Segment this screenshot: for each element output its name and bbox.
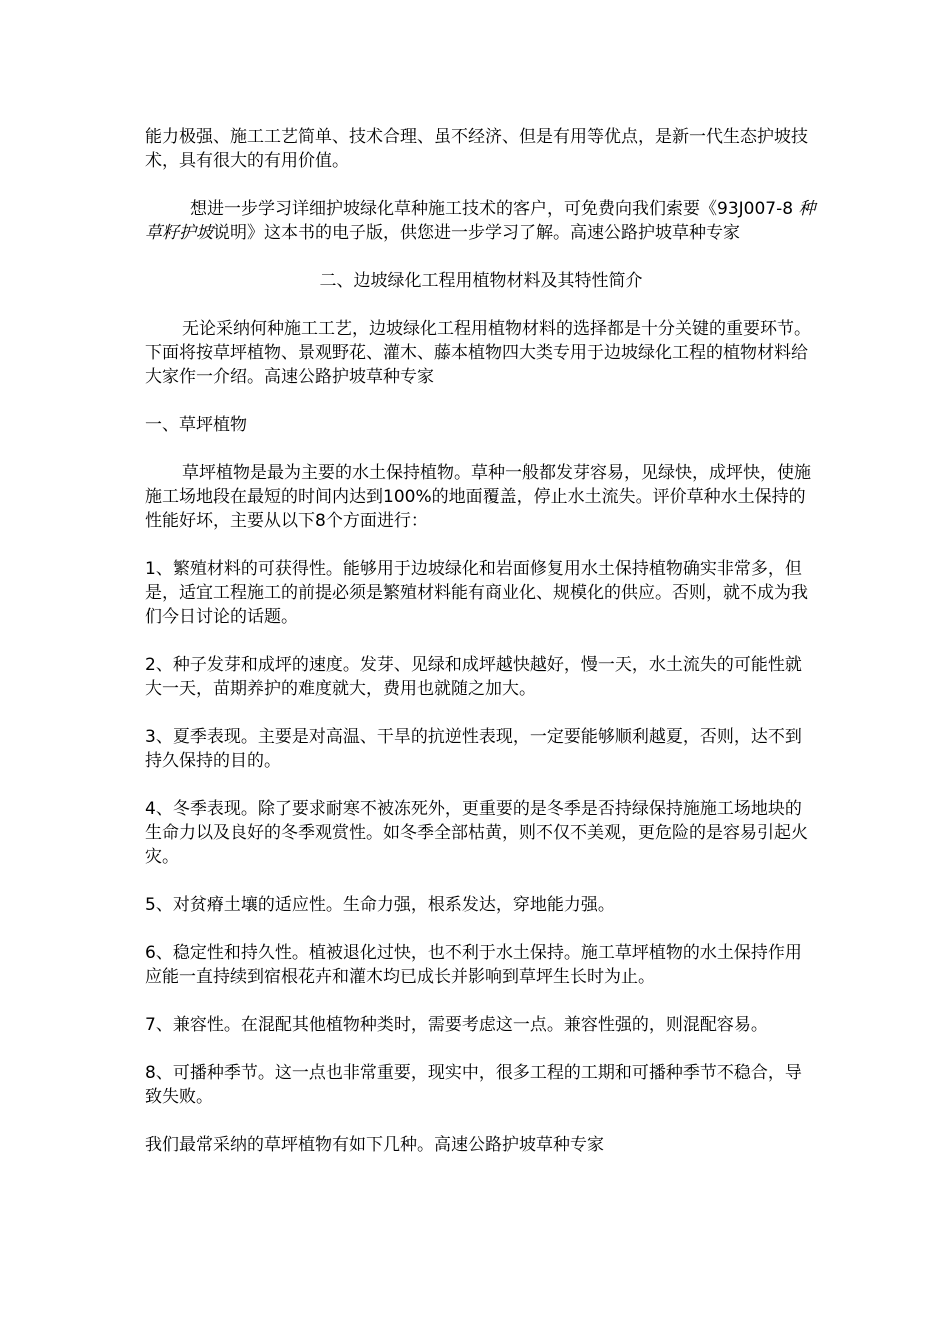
list-item-4: 4、冬季表现。除了要求耐寒不被冻死外，更重要的是冬季是否持绿保持施施工场地块的生命力以及良好的冬季观赏性。如冬季全部枯黄，则不仅不美观，更危险的是容易引起火灾。 xyxy=(145,799,808,867)
list-item-5: 5、对贫瘠土壤的适应性。生命力强，根系发达，穿地能力强。 xyxy=(145,895,615,915)
document-page xyxy=(145,125,817,1181)
list-item-6: 6、稳定性和持久性。植被退化过快，也不利于水土保持。施工草坪植物的水土保持作用应能一直持续到宿根花卉和灌木均已成长并影响到草坪生长时为止。 xyxy=(145,943,802,987)
list-item-8: 8、可播种季节。这一点也非常重要，现实中，很多工程的工期和可播种季节不稳合，导致失败。 xyxy=(145,1063,802,1107)
list-item-2: 2、种子发芽和成坪的速度。发芽、见绿和成坪越快越好，慢一天，水土流失的可能性就大一天，苗期养护的难度就大，费用也就随之加大。 xyxy=(145,655,802,699)
section-title: 二、边坡绿化工程用植物材料及其特性简介 xyxy=(319,271,643,291)
book-title-italic: 种草籽护坡 xyxy=(145,199,816,243)
paragraph-request xyxy=(145,197,817,245)
list-item-3: 3、夏季表现。主要是对高温、干旱的抗逆性表现，一定要能够顺利越夏，否则，达不到持久保持的目的。 xyxy=(145,727,802,771)
paragraph-closing: 我们最常采纳的草坪植物有如下几种。高速公路护坡草种专家 xyxy=(145,1135,604,1155)
subsection-title: 一、草坪植物 xyxy=(145,415,247,435)
paragraph-lawn-plants: 草坪植物是最为主要的水土保持植物。草种一般都发芽容易，见绿快，成坪快，使施施工场地段在最短的时间内达到100%的地面覆盖，停止水土流失。评价草种水土保持的性能好坏，主要从以下8个方面进行： xyxy=(145,463,811,531)
list-item-7: 7、兼容性。在混配其他植物种类时，需要考虑这一点。兼容性强的，则混配容易。 xyxy=(145,1015,768,1035)
paragraph-intro: 能力极强、施工工艺简单、技术合理、虽不经济、但是有用等优点，是新一代生态护坡技术，具有很大的有用价值。 xyxy=(145,127,808,171)
request-text-a: 想进一步学习详细护坡绿化草种施工技术的客户，可免费向我们索要《93J007-8 xyxy=(190,199,799,219)
list-item-1: 1、繁殖材料的可获得性。能够用于边坡绿化和岩面修复用水土保持植物确实非常多，但是，适宜工程施工的前提必须是繁殖材料能有商业化、规模化的供应。否则，就不成为我们今日讨论的话题。 xyxy=(145,559,808,627)
request-text-b: 说明》这本书的电子版，供您进一步学习了解。高速公路护坡草种专家 xyxy=(213,223,740,243)
paragraph-materials: 无论采纳何种施工工艺，边坡绿化工程用植物材料的选择都是十分关键的重要环节。下面将按草坪植物、景观野花、灌木、藤本植物四大类专用于边坡绿化工程的植物材料给大家作一介绍。高速公路护坡草种专家 xyxy=(145,319,811,387)
